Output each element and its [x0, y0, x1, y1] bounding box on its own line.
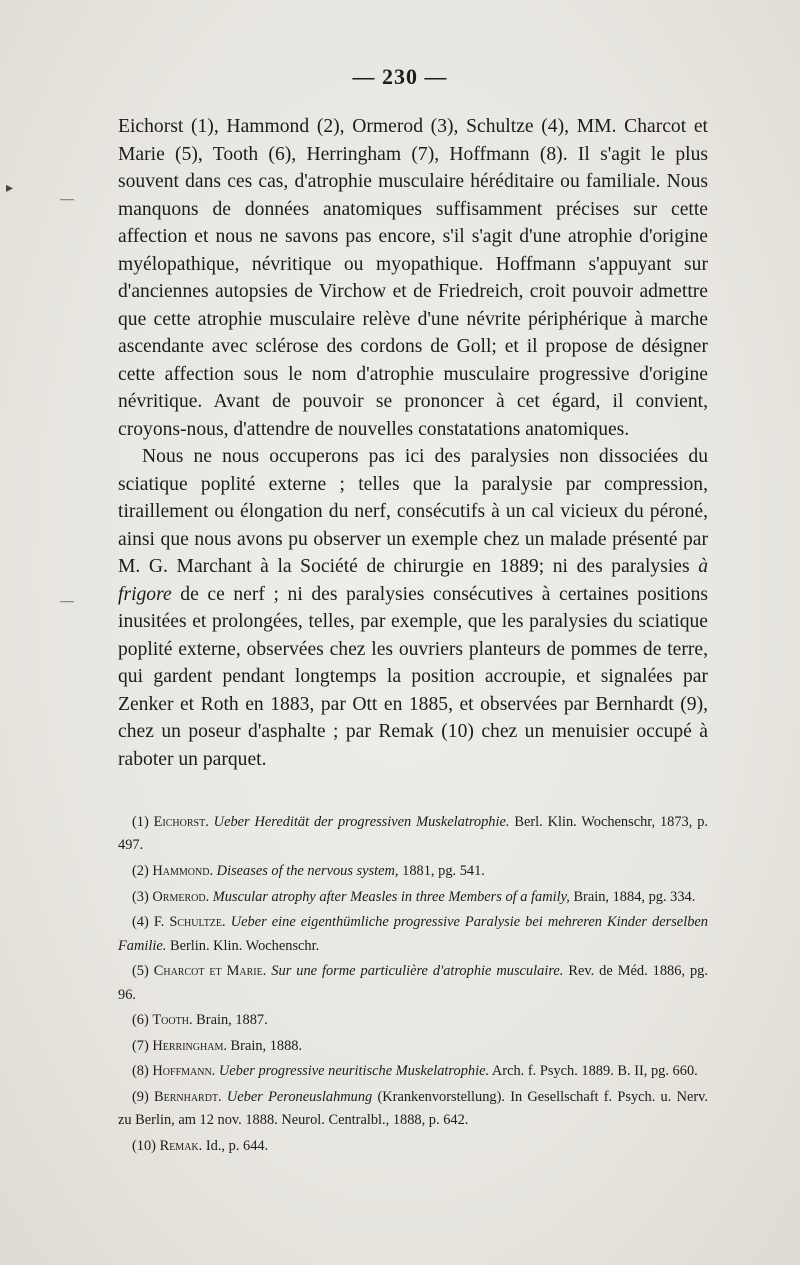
footnote-number: (5): [132, 963, 149, 980]
footnote-title: Ueber progressive neuritische Muskelatrophie.: [218, 1063, 490, 1080]
margin-mark: —: [60, 594, 74, 609]
footnote: [118, 1035, 708, 1058]
footnote-title: Muscular atrophy after Measles in three Members of a family,: [212, 888, 570, 905]
footnote-source: Rev. de Méd. 1886, pg. 96.: [118, 963, 708, 1003]
footnote: [118, 911, 708, 958]
footnote-author: Remak.: [159, 1137, 203, 1154]
footnote-author: Tooth.: [152, 1012, 193, 1029]
footnote: [118, 886, 708, 909]
footnote-title: Diseases of the nervous system,: [216, 863, 399, 879]
footnote-number: (2): [132, 863, 149, 879]
main-text: [118, 113, 708, 773]
footnote: [118, 1060, 708, 1083]
paragraph: [118, 113, 708, 443]
footnote: [118, 811, 708, 858]
footnote-author: Herringham.: [152, 1037, 227, 1054]
footnote: [118, 1135, 708, 1158]
footnote-source: Brain, 1888.: [230, 1037, 303, 1054]
paragraph-text: Nous ne nous occuperons pas ici des paralysies non dissociées du sciatique poplité externe ; telles que la paralysie par compression, tiraillement ou élongation du nerf, consécutifs à un cal vicieux du péroné, ainsi que nous avons pu observer un exemple chez un malade présenté par M. G. Marchant à la Société de chirurgie en 1889; ni des paralysies: [118, 446, 708, 577]
footnote-number: (8): [132, 1063, 149, 1080]
paragraph-text: de ce nerf ; ni des paralysies consécutives à certaines positions inusitées et prolongées, telles, par exemple, que les paralysies du sciatique poplité externe, observées chez les ouvriers planteurs de pommes de terre, qui gardent pendant longtemps la position accroupie, et signalées par Zenker et Roth en 1883, par Ott en 1885, et observées par Bernhardt (9), chez un poseur d'asphalte ; par Remak (10) chez un menuisier occupé à raboter un parquet.: [118, 583, 708, 770]
paragraph-text: Eichorst (1), Hammond (2), Ormerod (3), Schultze (4), MM. Charcot et Marie (5), Tooth (6), Herringham (7), Hoffmann (8). Il s'agit le plus souvent dans ces cas, d'atrophie musculaire héréditaire ou familiale. Nous manquons de données anatomiques suffisamment précises sur cette affection et nous ne savons pas encore, s'il s'agit d'une atrophie d'origine myélopathique, névritique ou myopathique. Hoffmann s'appuyant sur d'anciennes autopsies de Virchow et de Friedreich, croit pouvoir admettre que cette atrophie musculaire relève d'une névrite périphérique à marche ascendante avec sclérose des cordons de Goll; et il propose de désigner cette affection sous le nom d'atrophie musculaire progressive d'origine névritique. Avant de pouvoir se prononcer à cet égard, il convient, croyons-nous, d'attendre de nouvelles constatations anatomiques.: [118, 116, 708, 440]
footnote: [118, 1009, 708, 1032]
footnote: [118, 960, 708, 1007]
footnote-number: (10): [132, 1137, 156, 1154]
footnote-number: (3): [132, 888, 149, 905]
footnote-author: Hoffmann.: [152, 1063, 216, 1080]
footnote-source: 1881, pg. 541.: [402, 863, 485, 879]
footnote-number: (9): [132, 1088, 149, 1105]
footnote-author: Hammond.: [152, 863, 214, 879]
footnote-source: Arch. f. Psych. 1889. B. II, pg. 660.: [491, 1063, 698, 1080]
footnote-author: Ormerod.: [152, 888, 210, 905]
footnote-author: Charcot et Marie.: [153, 963, 267, 980]
footnote-source: (Krankenvorstellung). In Gesellschaft f. Psych. u. Nerv. zu Berlin, am 12 nov. 1888. Neurol. Centralbl., 1888, p. 642.: [118, 1088, 708, 1129]
footnote-source: Berl. Klin. Wochenschr, 1873, p. 497.: [118, 814, 708, 854]
footnote-title: Ueber eine eigenthümliche progressive Paralysie bei mehreren Kinder derselben Familie.: [118, 914, 708, 954]
footnote-title: Ueber Peroneuslahmung: [226, 1088, 373, 1105]
margin-mark: —: [60, 192, 74, 207]
footnote-number: (7): [132, 1037, 149, 1054]
footnote: [118, 860, 708, 883]
footnotes: [118, 811, 708, 1161]
footnote-number: (4): [132, 914, 149, 931]
margin-mark: ▸: [6, 181, 14, 196]
footnote-title: Ueber Heredität der progressiven Muskelatrophie.: [213, 814, 510, 830]
footnote-author: Bernhardt.: [154, 1088, 222, 1105]
paragraph: [118, 443, 708, 773]
footnote: [118, 1086, 708, 1133]
footnote-title: Sur une forme particulière d'atrophie musculaire.: [271, 963, 564, 980]
footnote-author: F. Schultze.: [153, 914, 226, 931]
footnote-source: Berlin. Klin. Wochenschr.: [169, 937, 320, 954]
italic-phrase: à frigore: [118, 556, 708, 605]
footnote-source: Brain, 1887.: [196, 1012, 268, 1029]
footnote-author: Eichorst.: [153, 814, 209, 830]
page-number: — 230 —: [352, 64, 448, 89]
footnote-number: (1): [132, 814, 149, 830]
footnote-source: Brain, 1884, pg. 334.: [573, 888, 696, 905]
footnote-number: (6): [132, 1012, 149, 1029]
footnote-source: Id., p. 644.: [205, 1137, 269, 1154]
